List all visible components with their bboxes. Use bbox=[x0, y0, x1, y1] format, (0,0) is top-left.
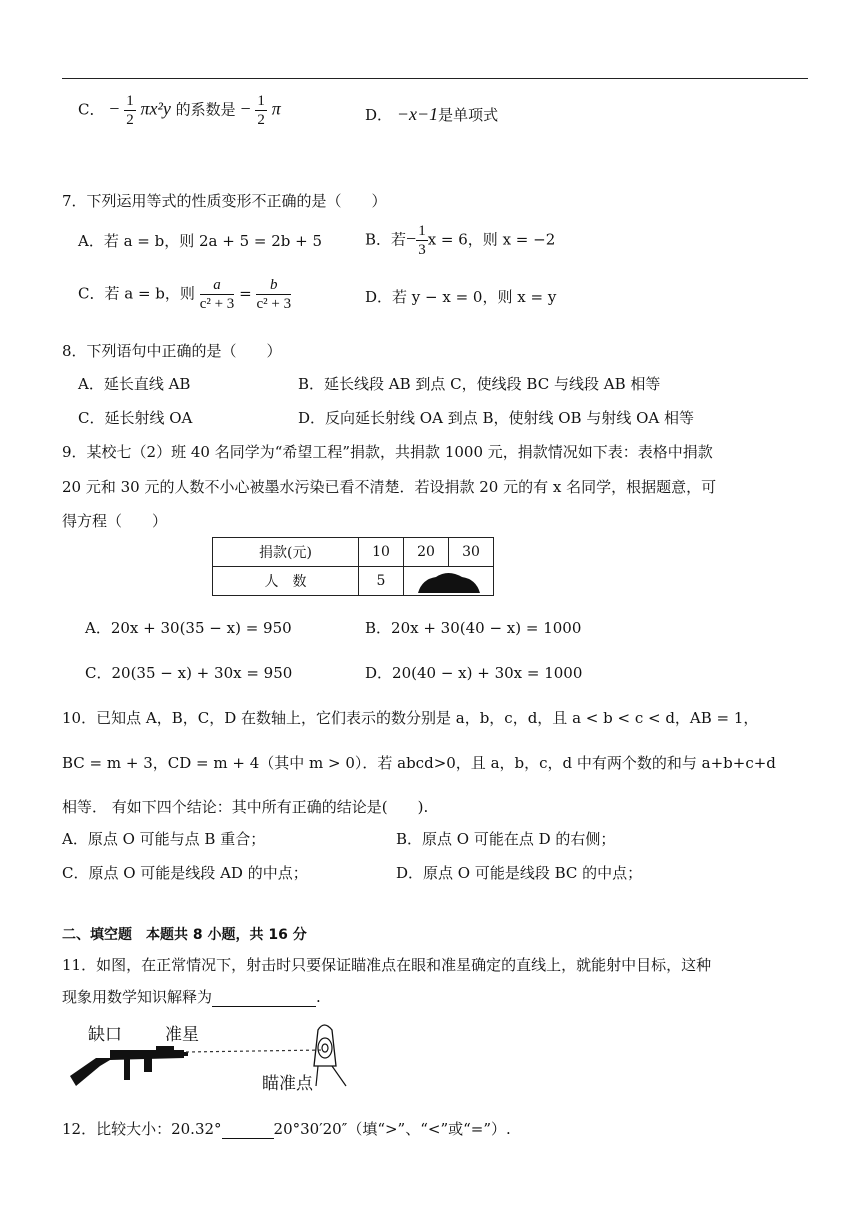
q9-stem-line2: 20 元和 30 元的人数不小心被墨水污染已看不清楚．若设捐款 20 元的有 x 名同学，根据题意，可 bbox=[62, 478, 717, 496]
q12-stem: 12．比较大小：20.32° 20°30′20″（填“>”、“<”或“=”）. bbox=[62, 1120, 511, 1138]
table-header-cell: 20 bbox=[404, 538, 449, 567]
q7-option-a: A．若 a = b，则 2a + 5 = 2b + 5 bbox=[78, 232, 323, 250]
fraction: $\frac{1}{2}$ bbox=[126, 93, 134, 128]
table-row bbox=[213, 538, 494, 567]
q9-option-c: C．20(35 − x) + 30x = 950 bbox=[85, 664, 293, 682]
q8-option-d: D．反向延长射线 OA 到点 B，使射线 OB 与射线 OA 相等 bbox=[298, 409, 695, 427]
table-cell: 5 bbox=[359, 567, 404, 596]
ink-stain-icon bbox=[404, 567, 492, 595]
fraction: $\frac{a}{\text{c² + 3}}$ bbox=[199, 277, 235, 312]
header-rule bbox=[62, 78, 808, 79]
q10-stem-line2: BC = m + 3，CD = m + 4（其中 m > 0）．若 abcd>0，且 a，b，c，d 中有两个数的和与 a+b+c+d bbox=[62, 754, 776, 772]
fig-label-aim: 瞄准点 bbox=[262, 1074, 313, 1094]
table-row bbox=[213, 567, 494, 596]
q10-stem-line1: 10．已知点 A，B，C，D 在数轴上，它们表示的数分别是 a，b，c，d，且 a < b < c < d，AB = 1， bbox=[62, 709, 759, 727]
table-header-cell: 30 bbox=[449, 538, 494, 567]
ink-stain-cell bbox=[404, 567, 494, 596]
q7-option-b: B．若− $\frac{1}{3}$ x = 6，则 x = −2 bbox=[365, 223, 556, 258]
q8-option-c: C．延长射线 OA bbox=[78, 409, 193, 427]
q9-option-b: B．20x + 30(40 − x) = 1000 bbox=[365, 619, 582, 637]
q9-stem-line1: 9．某校七（2）班 40 名同学为“希望工程”捐款，共捐款 1000 元，捐款情况如下表：表格中捐款 bbox=[62, 443, 713, 461]
q8-option-b: B．延长线段 AB 到点 C，使线段 BC 与线段 AB 相等 bbox=[298, 375, 661, 393]
q6-option-c bbox=[78, 92, 281, 129]
math-sign: − bbox=[109, 98, 120, 119]
q7-option-d: D．若 y − x = 0，则 x = y bbox=[365, 288, 557, 306]
math-term: π bbox=[271, 98, 281, 119]
answer-blank[interactable] bbox=[222, 1120, 274, 1139]
math-sign: − bbox=[240, 98, 251, 119]
q11-stem-line1: 11．如图，在正常情况下，射击时只要保证瞄准点在眼和准星确定的直线上，就能射中目标，这种 bbox=[62, 956, 712, 974]
option-label: C． bbox=[78, 100, 105, 119]
q11-stem-line2: 现象用数学知识解释为 . bbox=[62, 988, 321, 1006]
option-label: D． bbox=[365, 106, 393, 124]
q10-stem-line3: 相等． 有如下四个结论：其中所有正确的结论是( ). bbox=[62, 798, 429, 816]
q10-option-b: B．原点 O 可能在点 D 的右侧； bbox=[396, 830, 616, 848]
fig-label-sight: 准星 bbox=[165, 1025, 199, 1045]
q7-stem: 7．下列运用等式的性质变形不正确的是（ ） bbox=[62, 192, 387, 210]
q6-option-d bbox=[365, 104, 498, 125]
q10-option-c: C．原点 O 可能是线段 AD 的中点； bbox=[62, 864, 308, 882]
rifle-figure bbox=[66, 1016, 356, 1096]
math-term: πx²y bbox=[140, 98, 171, 119]
q9-option-a: A．20x + 30(35 − x) = 950 bbox=[85, 619, 292, 637]
answer-blank[interactable] bbox=[212, 988, 316, 1007]
q8-stem: 8．下列语句中正确的是（ ） bbox=[62, 342, 282, 360]
option-text: 是单项式 bbox=[438, 106, 499, 124]
table-row-label: 人 数 bbox=[213, 567, 359, 596]
q9-option-d: D．20(40 − x) + 30x = 1000 bbox=[365, 664, 583, 682]
q7-option-c: C．若 a = b，则 $\frac{a}{\text{c² + 3}}$ = $\frac{b}{\text{c² + 3}}$ bbox=[78, 277, 292, 312]
table-header-cell: 10 bbox=[359, 538, 404, 567]
q8-option-a: A．延长直线 AB bbox=[78, 375, 191, 393]
rifle-icon bbox=[70, 1046, 188, 1086]
q10-option-d: D．原点 O 可能是线段 BC 的中点； bbox=[396, 864, 643, 882]
fraction: $\frac{b}{\text{c² + 3}}$ bbox=[256, 277, 292, 312]
q9-stem-line3: 得方程（ ） bbox=[62, 512, 168, 530]
q10-option-a: A．原点 O 可能与点 B 重合； bbox=[62, 830, 266, 848]
table-header-cell: 捐款(元) bbox=[213, 538, 359, 567]
fraction: $\frac{1}{3}$ bbox=[418, 223, 426, 258]
sight-line bbox=[186, 1050, 324, 1052]
section-title: 二、填空题 本题共 8 小题，共 16 分 bbox=[62, 927, 307, 943]
math-term: −x−1 bbox=[396, 104, 439, 124]
donation-table bbox=[212, 537, 494, 596]
fig-label-notch: 缺口 bbox=[88, 1025, 122, 1045]
fraction: $\frac{1}{2}$ bbox=[257, 93, 265, 128]
option-text: 的系数是 bbox=[175, 100, 236, 119]
target-icon bbox=[314, 1025, 346, 1086]
